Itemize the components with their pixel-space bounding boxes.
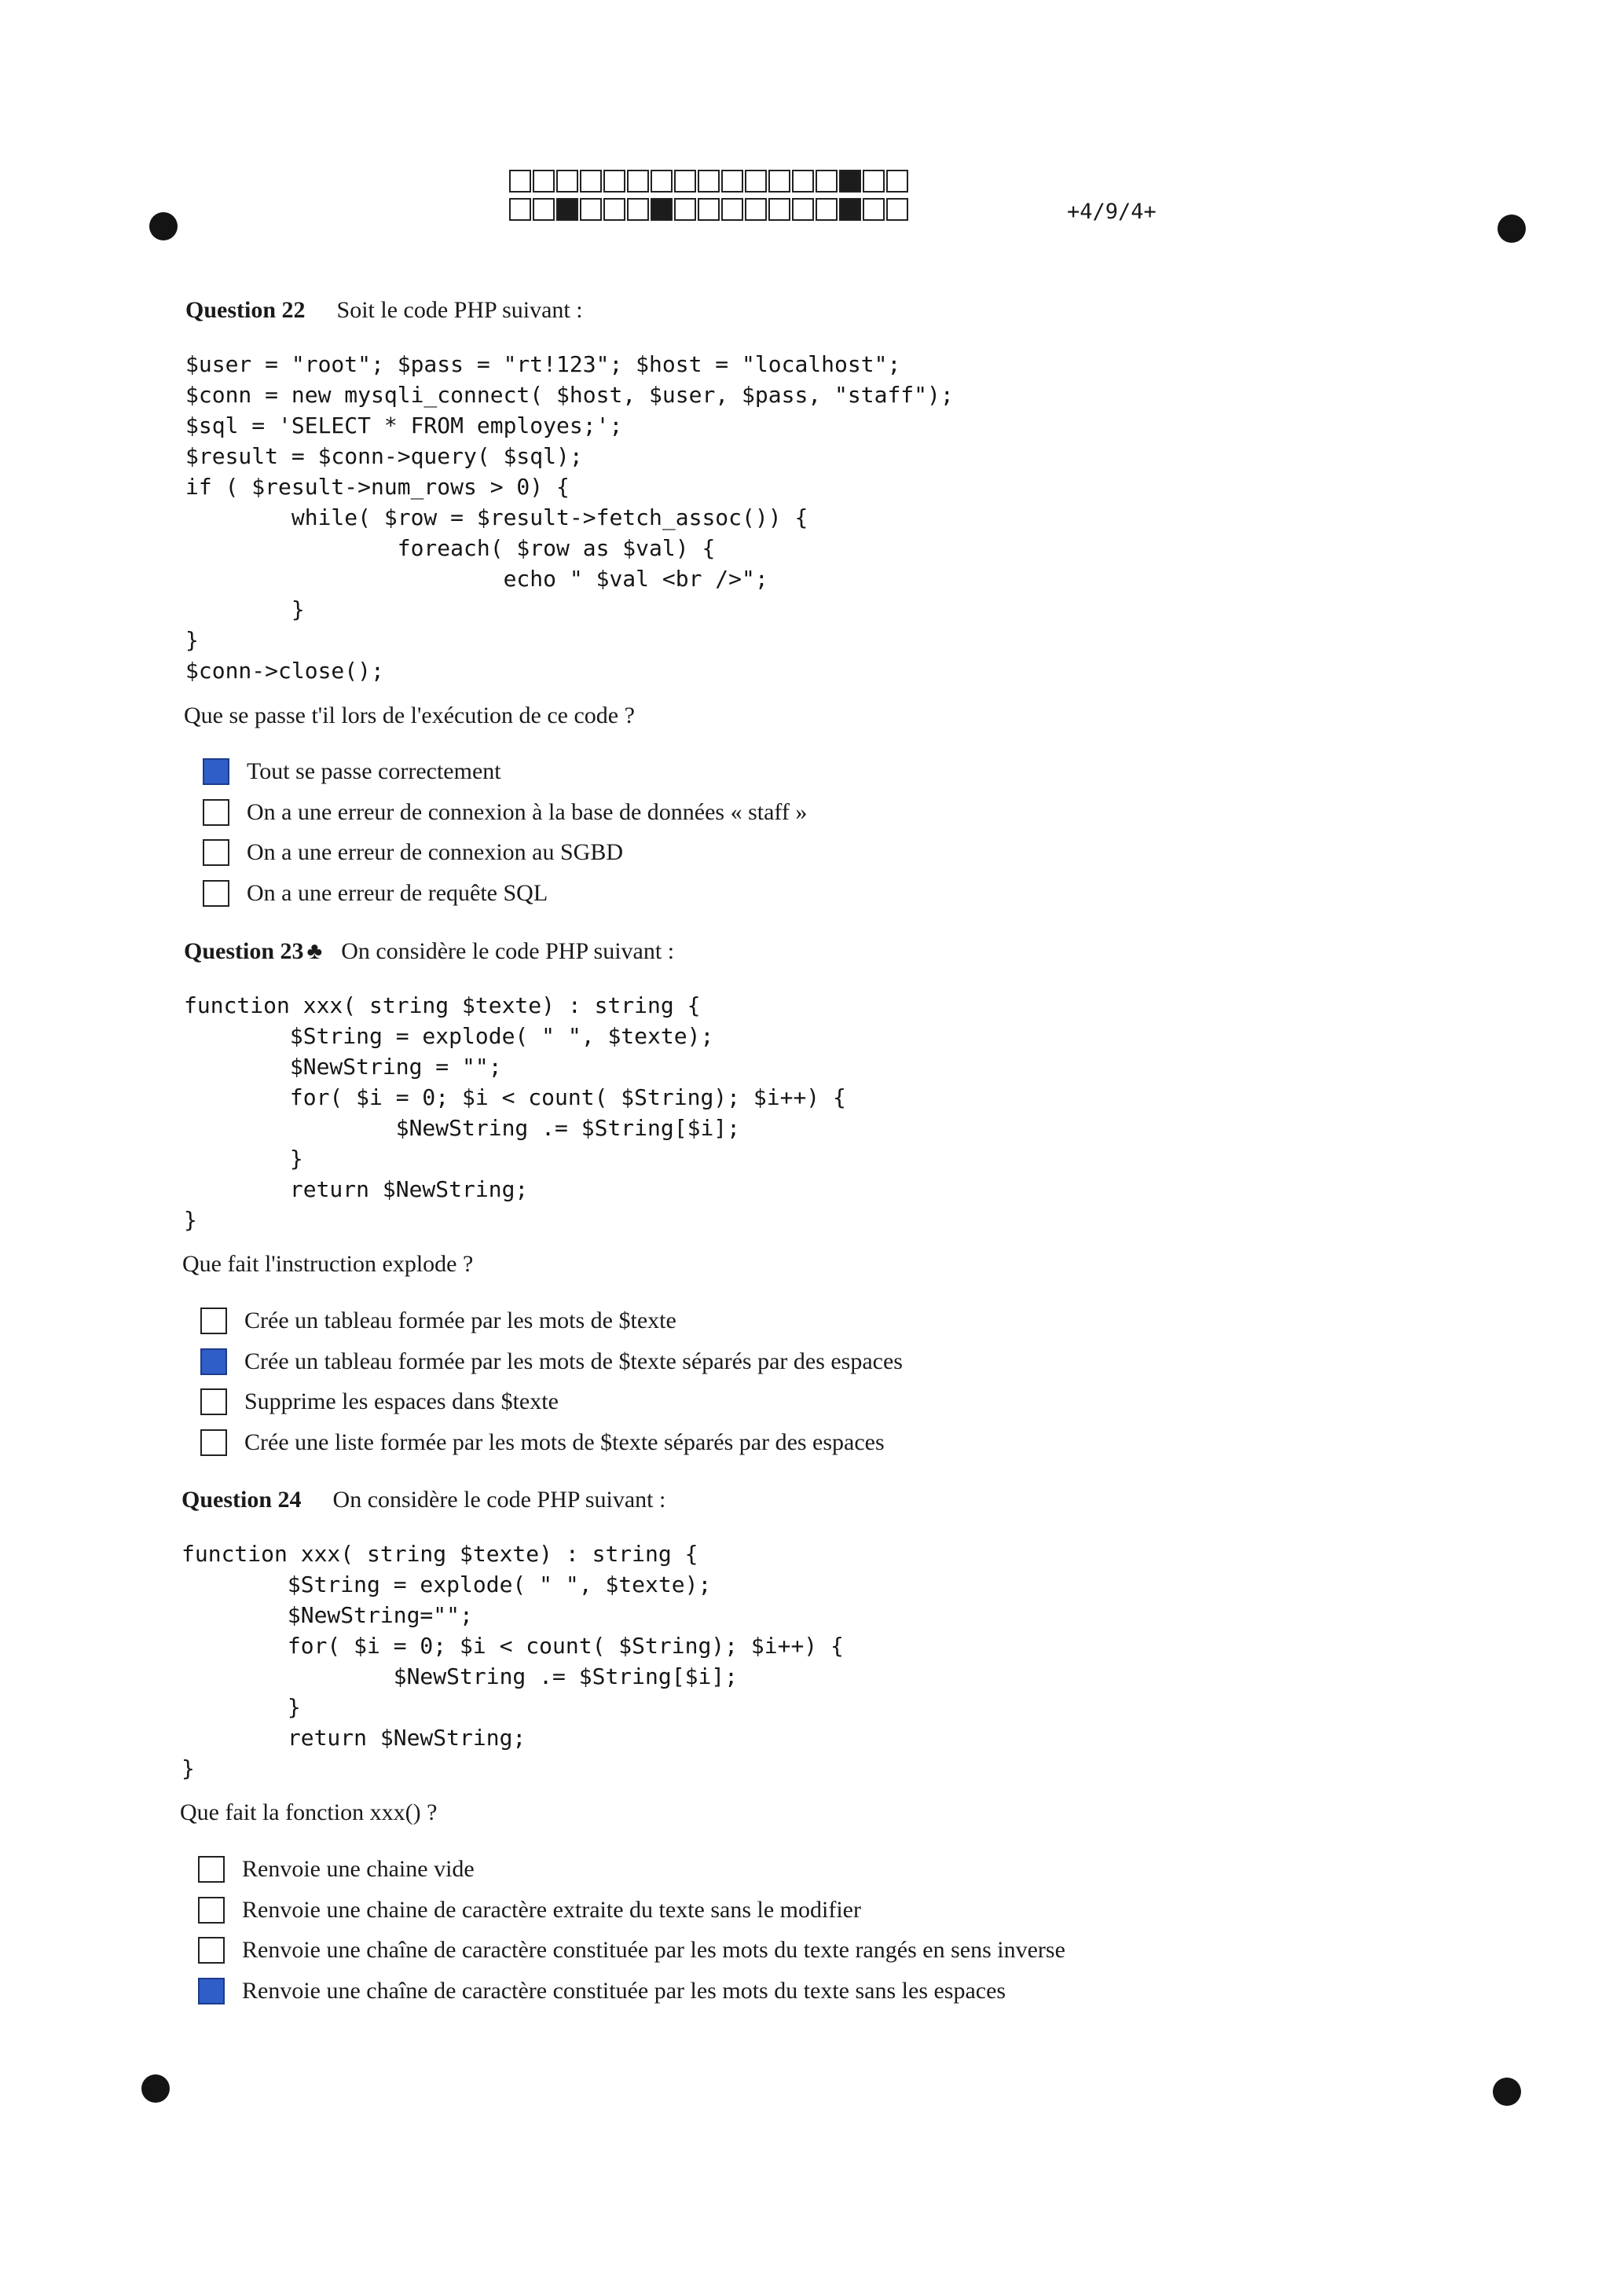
answer-option[interactable] — [198, 1890, 1065, 1931]
answer-label: Crée une liste formée par les mots de $texte séparés par des espaces — [244, 1429, 885, 1455]
answer-label: Supprime les espaces dans $texte — [244, 1388, 559, 1415]
question-23-answers — [200, 1300, 903, 1463]
answer-label: Renvoie une chaîne de caractère constituée par les mots du texte rangés en sens inverse — [242, 1937, 1065, 1964]
registration-mark-top-left — [149, 212, 178, 240]
barcode-cell — [863, 170, 885, 193]
barcode-cell — [533, 198, 555, 221]
answer-option[interactable] — [198, 1849, 1065, 1890]
question-24-prompt: Que fait la fonction xxx() ? — [180, 1799, 438, 1825]
barcode-cell — [839, 198, 861, 221]
checkbox[interactable] — [200, 1388, 227, 1415]
barcode-cell — [651, 198, 673, 221]
registration-mark-bottom-left — [141, 2074, 170, 2103]
answer-label: Crée un tableau formée par les mots de $texte séparés par des espaces — [244, 1348, 903, 1374]
barcode-cell — [698, 170, 720, 193]
answer-option[interactable] — [203, 792, 807, 833]
checked-checkbox[interactable] — [203, 758, 229, 785]
answer-label: Tout se passe correctement — [247, 757, 501, 784]
barcode-cell — [698, 198, 720, 221]
question-23-prompt: Que fait l'instruction explode ? — [182, 1251, 474, 1277]
barcode-cell — [886, 170, 908, 193]
barcode-cell — [556, 198, 578, 221]
registration-mark-top-right — [1498, 215, 1526, 243]
checkbox[interactable] — [198, 1937, 225, 1964]
barcode-cell — [721, 170, 743, 193]
barcode-cell — [580, 170, 602, 193]
checkbox[interactable] — [203, 839, 229, 866]
question-intro: Soit le code PHP suivant : — [336, 297, 583, 323]
checkbox[interactable] — [203, 880, 229, 907]
answer-label: Renvoie une chaine de caractère extraite du texte sans le modifier — [242, 1896, 861, 1923]
barcode-cell — [839, 170, 861, 193]
barcode-cell — [768, 170, 790, 193]
barcode-cell — [603, 170, 625, 193]
checked-checkbox[interactable] — [198, 1978, 225, 2004]
question-intro: On considère le code PHP suivant : — [332, 1487, 666, 1513]
barcode-cell — [863, 198, 885, 221]
answer-label: On a une erreur de connexion à la base de données « staff » — [247, 798, 808, 825]
answer-option[interactable] — [200, 1300, 903, 1341]
barcode-cell — [509, 170, 531, 193]
question-22-prompt: Que se passe t'il lors de l'exécution de ce code ? — [184, 702, 635, 728]
barcode-cell — [745, 170, 767, 193]
barcode-cell — [603, 198, 625, 221]
answer-option[interactable] — [203, 832, 807, 873]
barcode-cell — [886, 198, 908, 221]
question-24-heading — [181, 1487, 665, 1513]
answer-option[interactable] — [198, 1971, 1065, 2012]
barcode-cell — [816, 198, 838, 221]
page-barcode-row-1 — [509, 170, 910, 193]
checkbox[interactable] — [203, 799, 229, 826]
barcode-cell — [556, 170, 578, 193]
answer-label: On a une erreur de requête SQL — [247, 879, 548, 906]
answer-label: Crée un tableau formée par les mots de $texte — [244, 1307, 676, 1333]
answer-option[interactable] — [200, 1422, 903, 1463]
question-label: Question 24 — [181, 1487, 302, 1513]
checkbox[interactable] — [200, 1429, 227, 1456]
answer-label: Renvoie une chaîne de caractère constituée par les mots du texte sans les espaces — [242, 1977, 1006, 2004]
barcode-cell — [674, 170, 696, 193]
answer-option[interactable] — [203, 751, 807, 792]
question-label: Question 23 — [184, 938, 304, 964]
question-label: Question 22 — [185, 297, 306, 323]
club-symbol-icon: ♣ — [306, 938, 323, 964]
question-22-code-block: $user = "root"; $pass = "rt!123"; $host = "localhost"; $conn = new mysqli_connect( $host, $user, $pass, "staff"); $sql = 'SELECT * FROM employes;'; $result = $conn->query( $sql); if ( $result->num_rows > 0) { while( $row = $result->fetch_assoc()) { foreach( $row as $val) { echo " $val <br />"; } } $conn->close(); — [185, 351, 954, 684]
barcode-cell — [533, 170, 555, 193]
checkbox[interactable] — [198, 1897, 225, 1924]
checked-checkbox[interactable] — [200, 1348, 227, 1375]
answer-option[interactable] — [200, 1381, 903, 1422]
barcode-cell — [509, 198, 531, 221]
barcode-cell — [627, 198, 649, 221]
answer-label: On a une erreur de connexion au SGBD — [247, 839, 624, 866]
barcode-cell — [580, 198, 602, 221]
barcode-cell — [745, 198, 767, 221]
checkbox[interactable] — [200, 1308, 227, 1334]
registration-mark-bottom-right — [1493, 2078, 1521, 2106]
barcode-cell — [792, 170, 814, 193]
question-22-heading — [185, 297, 583, 324]
barcode-cell — [721, 198, 743, 221]
checkbox[interactable] — [198, 1856, 225, 1883]
question-24-answers — [198, 1849, 1065, 2012]
answer-option[interactable] — [198, 1930, 1065, 1971]
answer-option[interactable] — [203, 873, 807, 914]
question-23-code-block: function xxx( string $texte) : string { $String = explode( " ", $texte); $NewString = ""; for( $i = 0; $i < count( $String); $i++) { $NewString .= $String[$i]; } return $NewString; } — [184, 992, 846, 1233]
answer-option[interactable] — [200, 1341, 903, 1382]
barcode-cell — [627, 170, 649, 193]
question-24-code-block: function xxx( string $texte) : string { $String = explode( " ", $texte); $NewString=""; for( $i = 0; $i < count( $String); $i++) { $NewString .= $String[$i]; } return $NewString; } — [181, 1541, 844, 1781]
question-intro: On considère le code PHP suivant : — [341, 938, 675, 964]
question-22-answers — [203, 751, 807, 914]
barcode-cell — [651, 170, 673, 193]
barcode-cell — [768, 198, 790, 221]
answer-label: Renvoie une chaine vide — [242, 1855, 475, 1882]
question-23-heading — [184, 938, 674, 965]
barcode-cell — [816, 170, 838, 193]
barcode-cell — [792, 198, 814, 221]
page-barcode-row-2 — [509, 198, 910, 221]
barcode-cell — [674, 198, 696, 221]
page-identifier: +4/9/4+ — [1067, 200, 1157, 224]
